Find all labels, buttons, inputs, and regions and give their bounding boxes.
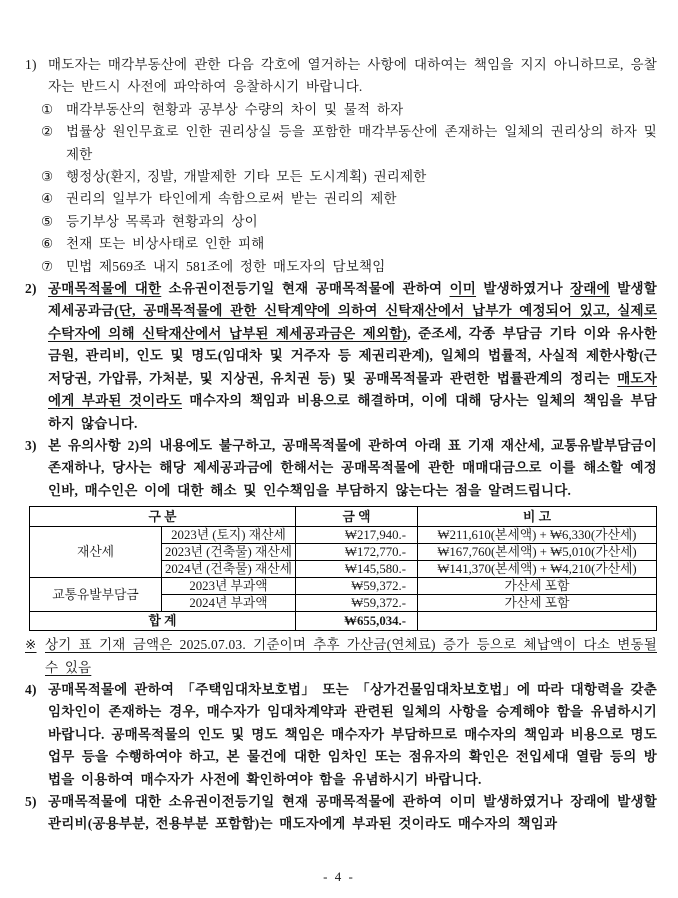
clause-subitem <box>41 188 657 210</box>
subitem-text: 행정상(환지, 징발, 개발제한 기타 모든 도시계획) 권리제한 <box>66 169 427 185</box>
subitem-text: 등기부상 목록과 현황과의 상이 <box>66 213 258 229</box>
clause-marker: 2) <box>25 281 37 297</box>
clause-subitem <box>41 99 657 121</box>
underlined-text: (단, 공매목적물에 관한 신탁계약에 의하여 신탁재산에서 납부가 예정되어 있고, 실제로 수탁자에 의해 신탁재산에서 납부된 제세공과금은 제외함) <box>48 303 657 341</box>
clause-subitem <box>41 121 657 166</box>
tax-amount: ₩145,580.- <box>296 561 418 578</box>
page-number: - 4 - <box>323 869 355 884</box>
tax-total-row <box>30 612 657 631</box>
clause-marker: 3) <box>25 437 37 453</box>
subitem-text: 권리의 일부가 타인에게 속함으로써 받는 권리의 제한 <box>66 191 397 207</box>
underlined-text: 매도자에게 부과된 것이라도 <box>48 370 657 409</box>
table-footnote <box>25 634 657 679</box>
tax-table <box>29 506 657 631</box>
subitem-marker: ① <box>41 101 54 117</box>
tax-amount: ₩59,372.- <box>296 578 418 595</box>
tax-row <box>30 578 657 595</box>
subitem-marker: ③ <box>41 169 54 185</box>
underlined-text: 장래에 <box>570 281 610 297</box>
subitem-marker: ⑦ <box>41 258 54 274</box>
tax-note: ₩141,370(본세액) + ₩4,210(가산세) <box>418 561 657 578</box>
tax-group-label: 교통유발부담금 <box>30 578 162 612</box>
total-amount: ₩655,034.- <box>296 612 418 631</box>
tax-item-label: 2024년 (건축물) 재산세 <box>162 561 296 578</box>
clause-marker: 1) <box>25 57 37 72</box>
clause-1 <box>25 54 657 99</box>
clause-3 <box>25 435 657 502</box>
footnote-text: 상기 표 기재 금액은 2025.07.03. 기준이며 추후 가산금(연체료) 증가 등으로 체납액이 다소 변동될 수 있음 <box>45 637 657 675</box>
clause-subitem <box>41 166 657 188</box>
tax-note: ₩167,760(본세액) + ₩5,010(가산세) <box>418 544 657 561</box>
subitem-marker: ⑤ <box>41 213 54 229</box>
clauses-4-to-5 <box>25 679 657 836</box>
clause-text: 소유권이전등기일 현재 공매목적물에 관하여 <box>161 281 450 297</box>
clause-text: 발생할 제세공과금 <box>48 281 657 319</box>
clause-text: 매수자의 책임과 비용으로 해결하며, 이에 대해 당사는 일체의 책임을 부담하지 않습니다. <box>48 393 657 431</box>
subitem-text: 법률상 원인무효로 인한 권리상실 등을 포함한 매각부동산에 존재하는 일체의 권리상의 하자 및 제한 <box>66 124 657 162</box>
tax-note: ₩211,610(본세액) + ₩6,330(가산세) <box>418 527 657 544</box>
clause-text: 공매목적물에 대한 소유권이전등기일 현재 공매목적물에 관하여 이미 발생하였거나 장래에 발생할 관리비(공용부분, 전용부분 포함함)는 매도자에게 부과된 것이라도 매수자의 책임과 <box>48 793 657 832</box>
subitem-text: 매각부동산의 현황과 공부상 수량의 차이 및 물적 하자 <box>66 101 404 117</box>
clause-marker: 5) <box>25 793 37 809</box>
tax-item-label: 2023년 (토지) 재산세 <box>162 527 296 544</box>
clause-text: 공매목적물에 관하여 「주택임대차보호법」 또는 「상가건물임대차보호법」에 따라 대항력을 갖춘 임차인이 존재하는 경우, 매수자가 임대차계약과 관련된 일체의 사항을 승계해야 함을 유념하시기 바랍니다. 공매목적물의 인도 및 명도 책임은 매수자가 부담하므로 매수자의 책임과 비용으로 명도업무 등을 수행하여야 하고, 본 물건에 대한 임차인 또는 점유자의 확인은 전입세대 열람 등의 방법을 이용하여 매수자가 사전에 확인하여야 함을 유념하시기 바랍니다. <box>48 681 657 787</box>
clause-text: , 준조세, 각종 부담금 기타 이와 유사한 금원, 관리비, 인도 및 명도(임대차 및 거주자 등 제권리관계), 일체의 법률적, 사실적 제한사항(근저당권, 가압류, 가처분, 및 지상권, 유치권 등) 및 공매목적물과 관련한 법률관계의 정리는 <box>48 325 657 386</box>
clause-2 <box>25 278 657 435</box>
total-label: 합 계 <box>30 612 296 631</box>
notice-body <box>25 54 657 836</box>
subitem-marker: ⑥ <box>41 236 54 252</box>
subitem-marker: ② <box>41 124 54 140</box>
underlined-text: 공매목적물에 대한 <box>48 281 162 297</box>
header-category: 구 분 <box>30 507 296 527</box>
header-amount: 금 액 <box>296 507 418 527</box>
clause-4 <box>25 679 657 791</box>
clause-subitem <box>41 211 657 233</box>
tax-item-label: 2024년 부과액 <box>162 595 296 612</box>
tax-amount: ₩217,940.- <box>296 527 418 544</box>
tax-note: 가산세 포함 <box>418 578 657 595</box>
clause-marker: 4) <box>25 681 37 697</box>
header-note: 비 고 <box>418 507 657 527</box>
footnote-marker: ※ <box>25 637 37 653</box>
subitem-marker: ④ <box>41 191 54 207</box>
clause-text: 발생하였거나 <box>476 281 571 297</box>
clause-5 <box>25 791 657 836</box>
tax-item-label: 2023년 (건축물) 재산세 <box>162 544 296 561</box>
tax-amount: ₩59,372.- <box>296 595 418 612</box>
clause-text: 매도자는 매각부동산에 관한 다음 각호에 열거하는 사항에 대하여는 책임을 지지 아니하므로, 응찰자는 반드시 사전에 파악하여 응찰하시기 바랍니다. <box>48 57 657 95</box>
total-note <box>418 612 657 631</box>
clauses-1-to-3 <box>25 54 657 502</box>
tax-amount: ₩172,770.- <box>296 544 418 561</box>
underlined-text: 이미 <box>449 281 477 297</box>
tax-group-label: 재산세 <box>30 527 162 578</box>
clause-subitem <box>41 233 657 255</box>
clause-subitem <box>41 256 657 278</box>
tax-row <box>30 527 657 544</box>
tax-note: 가산세 포함 <box>418 595 657 612</box>
tax-table-header-row <box>30 507 657 527</box>
clause-text: 본 유의사항 2)의 내용에도 불구하고, 공매목적물에 관하여 아래 표 기재 재산세, 교통유발부담금이 존재하나, 당사는 해당 제세공과금에 한해서는 공매목적물에 관한 매매대금으로 이를 해소할 예정인바, 매수인은 이에 대한 해소 및 인수책임을 부담하지 않는다는 점을 알려드립니다. <box>48 437 657 498</box>
subitem-text: 민법 제569조 내지 581조에 정한 매도자의 담보책임 <box>66 258 386 274</box>
tax-item-label: 2023년 부과액 <box>162 578 296 595</box>
subitem-text: 천재 또는 비상사태로 인한 피해 <box>66 236 265 252</box>
